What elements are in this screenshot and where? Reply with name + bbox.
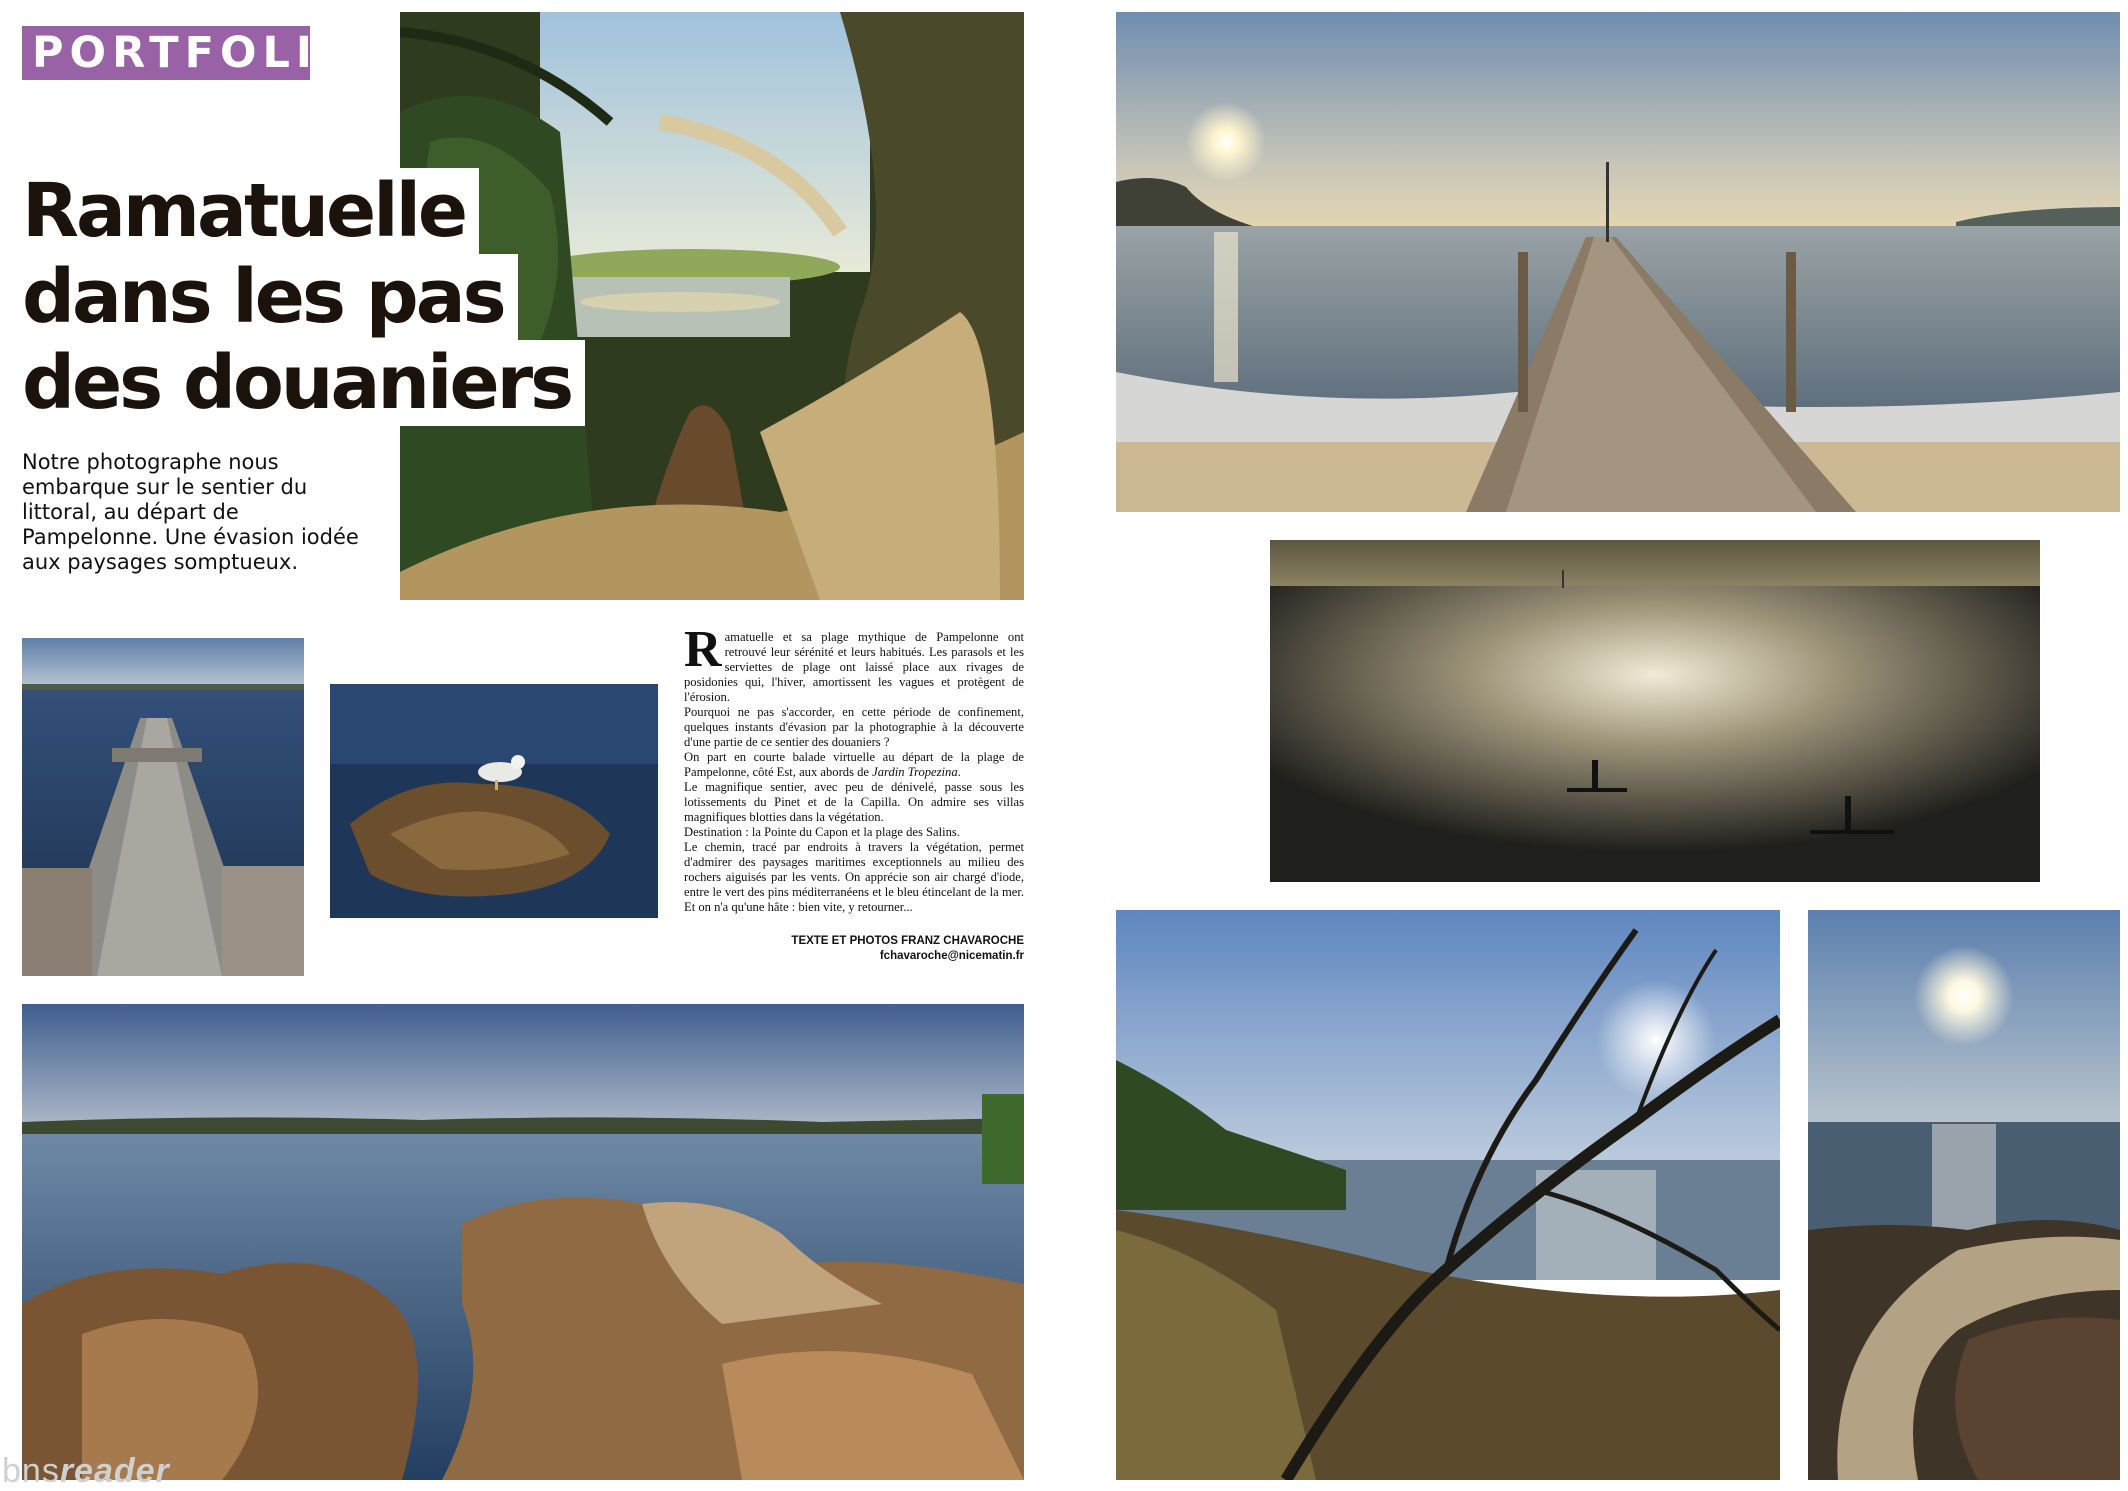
article-paragraph: Pourquoi ne pas s'accorder, en cette période de confinement, quelques instants d'évasion par la photographie à la découverte d'une partie de ce sentier des douaniers ? bbox=[684, 705, 1024, 749]
article-paragraph: On part en courte balade virtuelle au départ de la plage de Pampelonne, côté Est, aux abords de Jardin Tropezina. bbox=[684, 750, 1024, 779]
headline-line-3: des douaniers bbox=[22, 340, 585, 426]
standfirst-line: littoral, au départ de bbox=[22, 500, 239, 524]
photo-dead-tree bbox=[1116, 910, 1780, 1480]
article-body bbox=[684, 621, 1024, 915]
standfirst-line: Notre photographe nous bbox=[22, 450, 279, 474]
photo-credit bbox=[684, 934, 1024, 964]
standfirst-line: embarque sur le sentier du bbox=[22, 475, 308, 499]
byline: TEXTE ET PHOTOS FRANZ CHAVAROCHE bbox=[791, 935, 1024, 947]
rubric-badge bbox=[22, 26, 361, 80]
photo-rocky-shore bbox=[22, 1004, 1024, 1480]
article-paragraph: Le chemin, tracé par endroits à travers la végétation, permet d'admirer des paysages maritimes exceptionnels au milieu des rochers aiguisés par les vents. On apprécie son air chargé d'iode, entre le vert des pins méditerranéens et le bleu étincelant de la mer. Et on n'a qu'une hâte : bien vite, y retourner... bbox=[684, 840, 1024, 914]
rubric-label: PORTFOLIO bbox=[32, 28, 361, 78]
article-paragraph: Destination : la Pointe du Capon et la plage des Salins. bbox=[684, 825, 960, 839]
photo-wooden-pier bbox=[1116, 12, 2120, 512]
watermark-logo: bnsreader bbox=[2, 1452, 170, 1490]
drop-cap: R bbox=[684, 621, 722, 678]
standfirst-line: Pampelonne. Une évasion iodée bbox=[22, 525, 359, 549]
photo-sun-rocks bbox=[1808, 910, 2120, 1480]
headline-line-1: Ramatuelle bbox=[22, 168, 479, 254]
standfirst bbox=[22, 450, 402, 575]
photo-seagull-rock bbox=[330, 684, 658, 918]
article-paragraph: Ramatuelle et sa plage mythique de Pampelonne ont retrouvé leur sérénité et leurs habitués. Les parasols et les serviettes de plage ont laissé place aux rivages de posidonies qui, l'hiver, amortissent les vagues et protègent de l'érosion. bbox=[684, 621, 1024, 704]
photo-stone-jetty bbox=[22, 638, 304, 976]
article-paragraph: Le magnifique sentier, avec peu de dénivelé, passe sous les lotissements du Pinet et de la Capilla. On admire ses villas magnifiques blotties dans la végétation. bbox=[684, 780, 1024, 824]
headline-line-2: dans les pas bbox=[22, 254, 518, 340]
photo-paddleboarders bbox=[1270, 540, 2040, 882]
garden-name: Jardin Tropezina bbox=[872, 765, 958, 779]
standfirst-line: aux paysages somptueux. bbox=[22, 550, 299, 574]
author-email: fchavaroche@nicematin.fr bbox=[879, 950, 1024, 962]
